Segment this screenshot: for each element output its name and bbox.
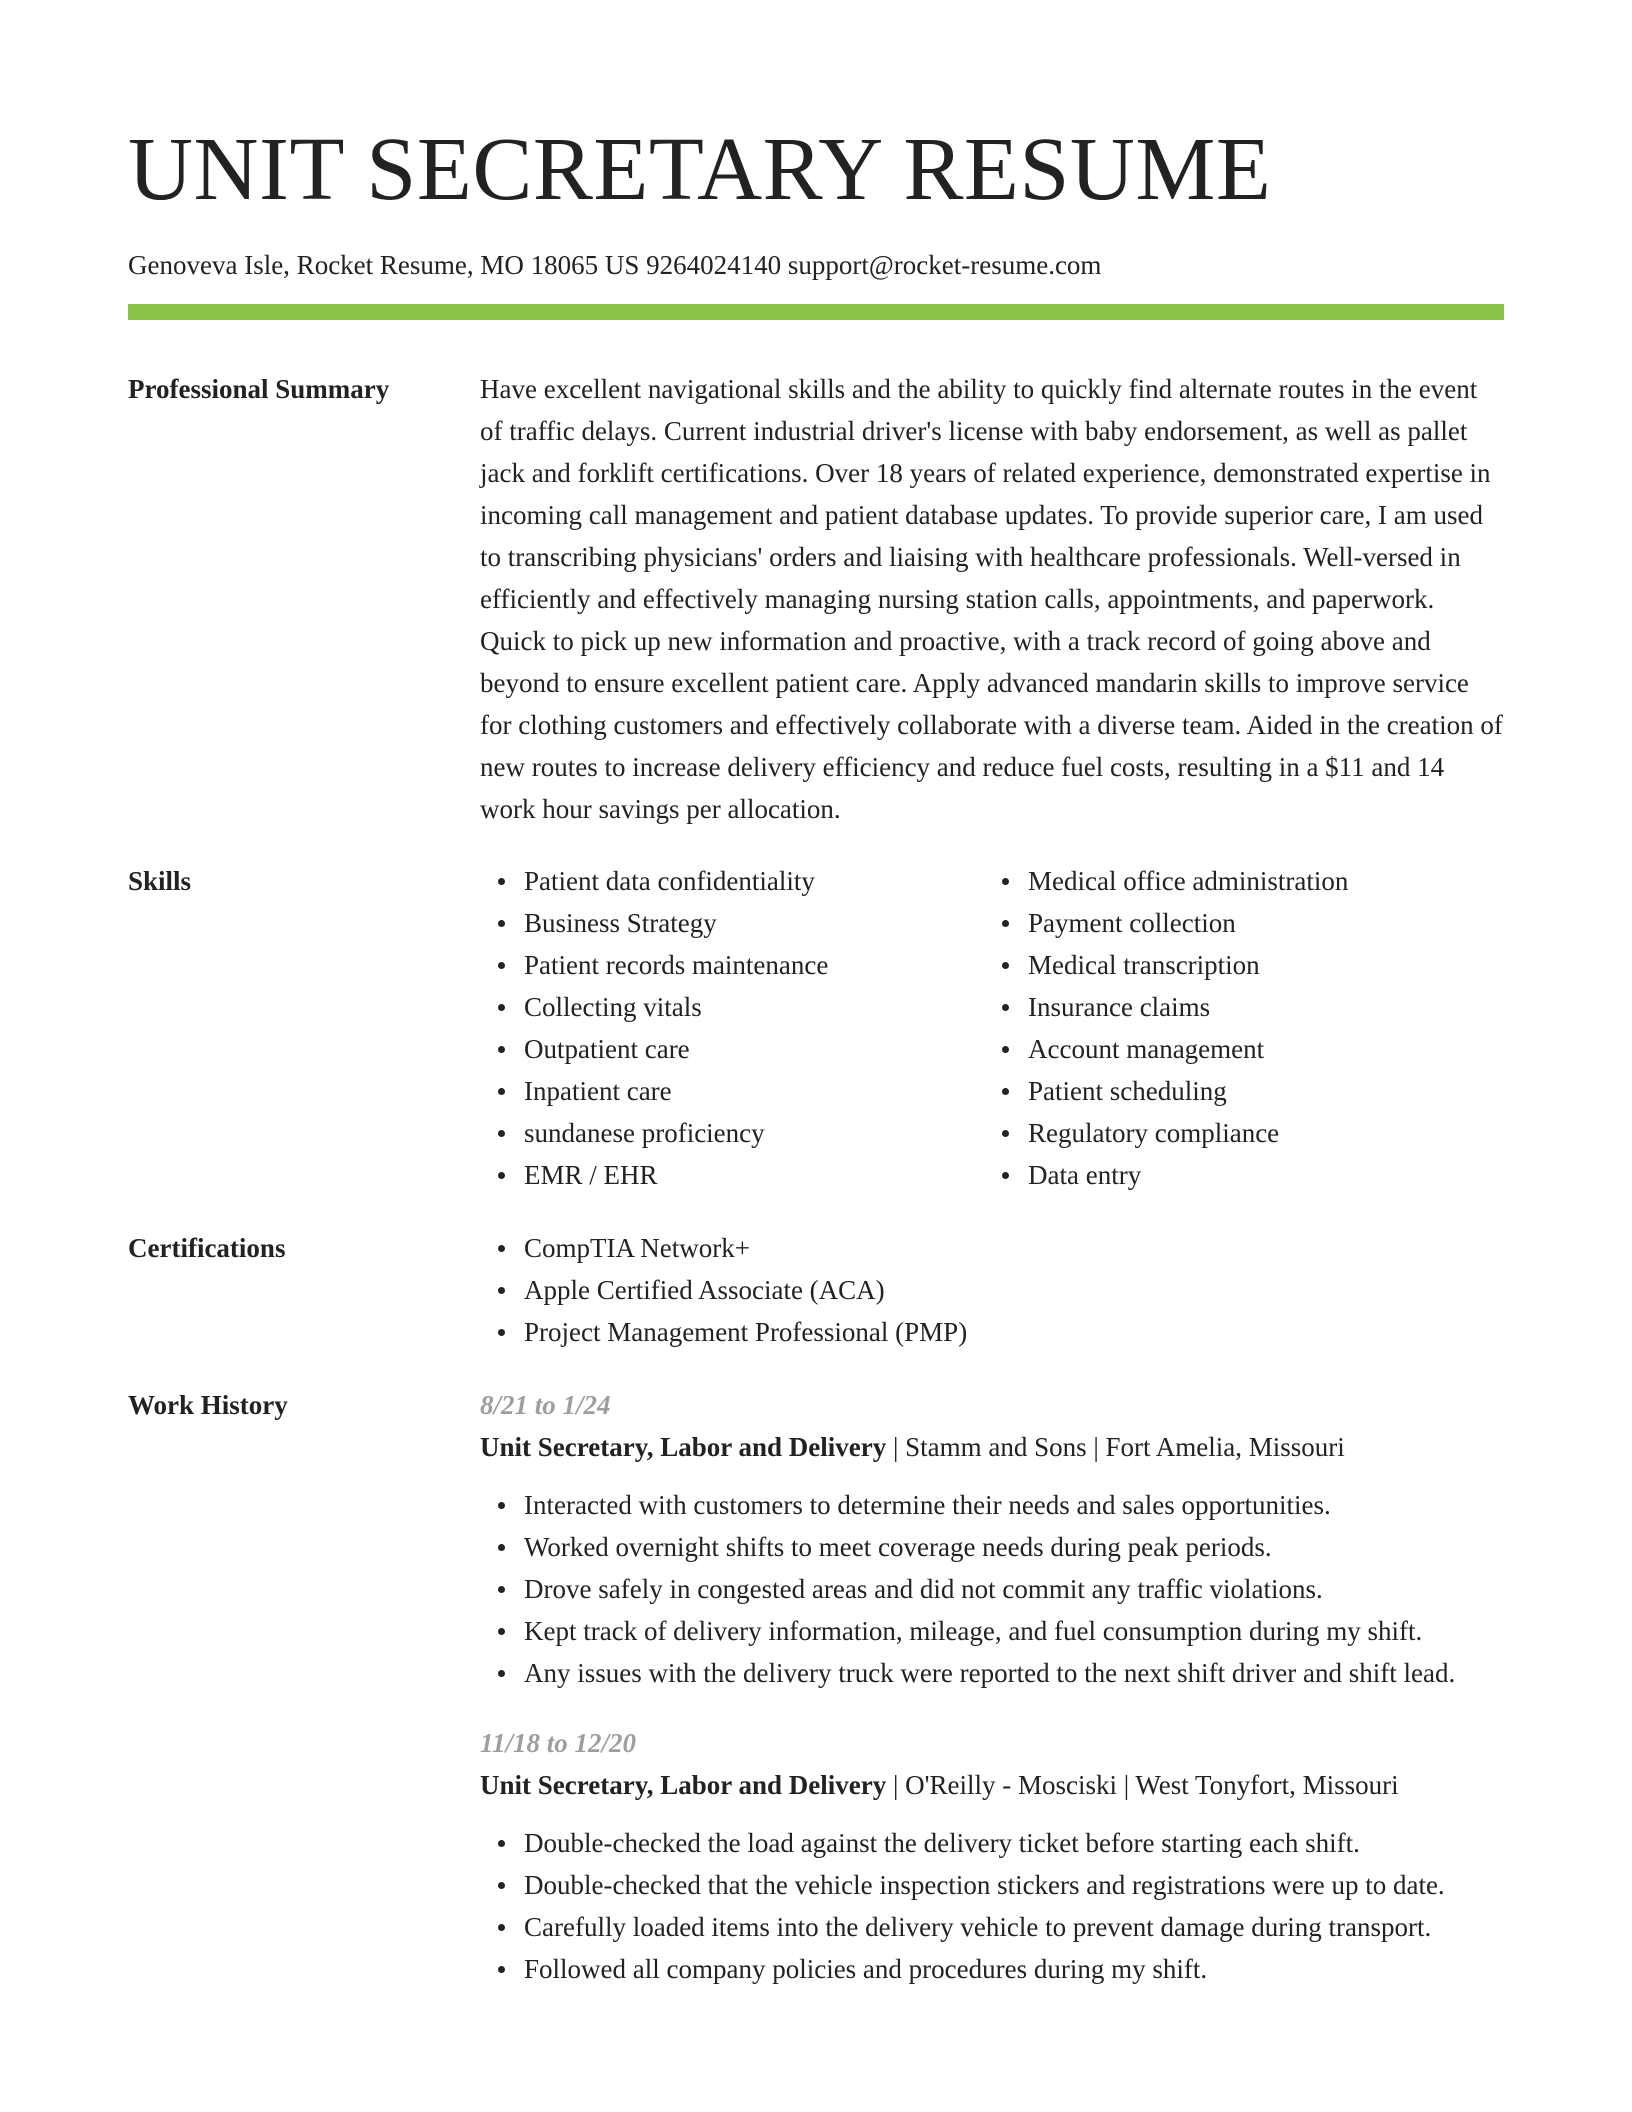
skill-item: Collecting vitals <box>480 986 984 1028</box>
skill-item: Medical transcription <box>984 944 1488 986</box>
job-duty-item: Double-checked the load against the delivery ticket before starting each shift. <box>480 1822 1504 1864</box>
skill-item: Data entry <box>984 1154 1488 1196</box>
job-duty-item: Worked overnight shifts to meet coverage needs during peak periods. <box>480 1526 1504 1568</box>
contact-line: Genoveva Isle, Rocket Resume, MO 18065 US 9264024140 support@rocket-resume.com <box>128 250 1102 280</box>
certification-item: Project Management Professional (PMP) <box>480 1311 1504 1353</box>
job-duty-item: Followed all company policies and procedures during my shift. <box>480 1948 1504 1990</box>
skill-item: Patient scheduling <box>984 1070 1488 1112</box>
job-dates: 11/18 to 12/20 <box>480 1728 637 1758</box>
section-label: Work History <box>128 1390 288 1420</box>
skill-item: Insurance claims <box>984 986 1488 1028</box>
skill-item: Patient records maintenance <box>480 944 984 986</box>
skill-item: Payment collection <box>984 902 1488 944</box>
job-dates: 8/21 to 1/24 <box>480 1390 611 1420</box>
skills-column-left <box>480 860 984 1196</box>
job-employer-location: | Stamm and Sons | Fort Amelia, Missouri <box>886 1432 1345 1462</box>
section-label: Skills <box>128 866 192 896</box>
summary-text: Have excellent navigational skills and the ability to quickly find alternate routes in the event of traffic delays. Current industrial driver's license with baby endorsement, as well as pallet jack and forklift certifications. Over 18 years of related experience, demonstrated expertise in incoming call management and patient database updates. To provide superior care, I am used to transcribing physicians' orders and liaising with healthcare professionals. Well-versed in efficiently and effectively managing nursing station calls, appointments, and paperwork. Quick to pick up new information and proactive, with a track record of going above and beyond to ensure excellent patient care. Apply advanced mandarin skills to improve service for clothing customers and effectively collaborate with a diverse team. Aided in the creation of new routes to increase delivery efficiency and reduce fuel costs, resulting in a $11 and 14 work hour savings per allocation. <box>480 374 1503 824</box>
skills-column-right <box>984 860 1488 1196</box>
job-entry <box>480 1722 1504 1990</box>
certifications-section <box>128 1227 1504 1353</box>
job-duty-item: Double-checked that the vehicle inspection stickers and registrations were up to date. <box>480 1864 1504 1906</box>
resume-page <box>128 118 1504 1990</box>
professional-summary-section <box>128 368 1504 830</box>
skill-item: Business Strategy <box>480 902 984 944</box>
skill-item: Outpatient care <box>480 1028 984 1070</box>
skill-item: Regulatory compliance <box>984 1112 1488 1154</box>
section-body <box>480 1227 1504 1353</box>
skill-item: sundanese proficiency <box>480 1112 984 1154</box>
job-title: Unit Secretary, Labor and Delivery <box>480 1432 887 1462</box>
job-title: Unit Secretary, Labor and Delivery <box>480 1770 887 1800</box>
job-entry <box>480 1384 1504 1694</box>
skill-item: Inpatient care <box>480 1070 984 1112</box>
section-label: Professional Summary <box>128 374 390 404</box>
job-duty-item: Drove safely in congested areas and did not commit any traffic violations. <box>480 1568 1504 1610</box>
job-heading <box>480 1426 1504 1468</box>
job-duty-item: Interacted with customers to determine their needs and sales opportunities. <box>480 1484 1504 1526</box>
job-duties-list <box>480 1484 1504 1694</box>
job-heading <box>480 1764 1504 1806</box>
skill-item: Medical office administration <box>984 860 1488 902</box>
job-duty-item: Any issues with the delivery truck were reported to the next shift driver and shift lead. <box>480 1652 1504 1694</box>
job-duties-list <box>480 1822 1504 1990</box>
skill-item: Account management <box>984 1028 1488 1070</box>
skills-grid <box>480 860 1504 1196</box>
certification-item: Apple Certified Associate (ACA) <box>480 1269 1504 1311</box>
certifications-list <box>480 1227 1504 1353</box>
skills-section <box>128 860 1504 1196</box>
section-body <box>480 368 1504 830</box>
section-label: Certifications <box>128 1233 286 1263</box>
job-duty-item: Kept track of delivery information, mileage, and fuel consumption during my shift. <box>480 1610 1504 1652</box>
job-employer-location: | O'Reilly - Mosciski | West Tonyfort, Missouri <box>886 1770 1399 1800</box>
skill-item: EMR / EHR <box>480 1154 984 1196</box>
work-history-section <box>128 1384 1504 1990</box>
accent-divider <box>128 304 1504 320</box>
section-body <box>480 1384 1504 1990</box>
certification-item: CompTIA Network+ <box>480 1227 1504 1269</box>
resume-title: UNIT SECRETARY RESUME <box>128 120 1272 219</box>
job-duty-item: Carefully loaded items into the delivery vehicle to prevent damage during transport. <box>480 1906 1504 1948</box>
skill-item: Patient data confidentiality <box>480 860 984 902</box>
